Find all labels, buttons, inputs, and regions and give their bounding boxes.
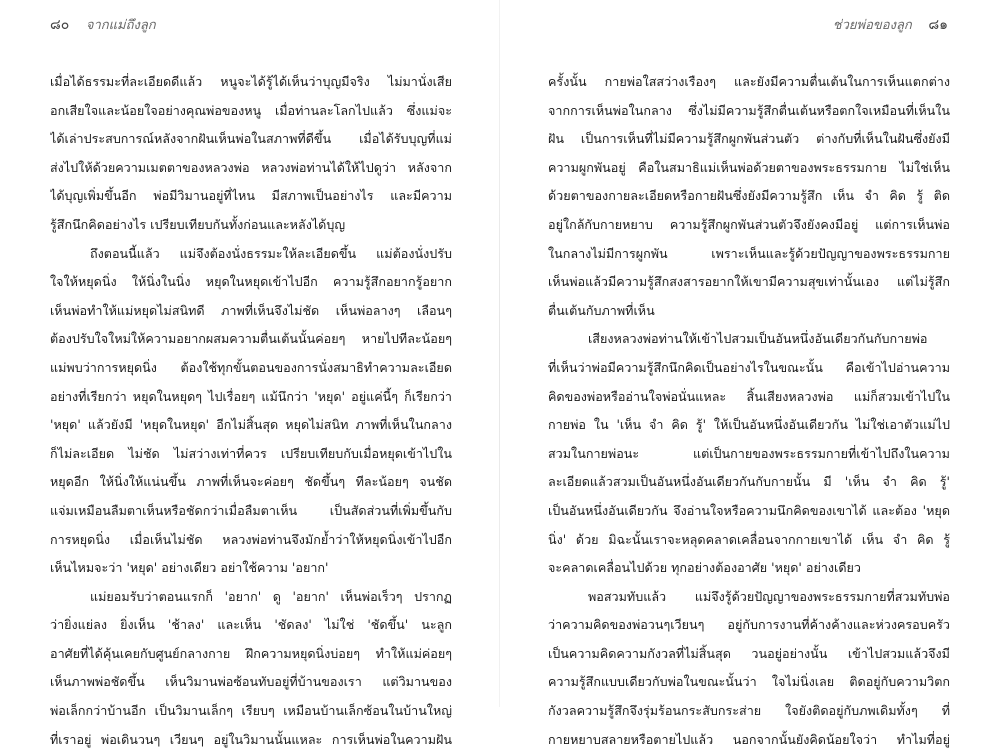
text-line: เป็นความคิดความกังวลที่ไม่สิ้นสุด วนอยู่อย่างนั้น เข้าไปสวมแล้วจึงมี xyxy=(548,645,950,661)
right-running-title: ช่วยพ่อของลูก xyxy=(832,18,912,33)
text-line: อาศัยที่ได้คุ้นเคยกับศูนย์กลางกาย ฝึกความหยุดนิ่งบ่อยๆ ทำให้แม่ค่อยๆ xyxy=(50,645,452,661)
text-line: ต้องปรับใจใหม่ให้ความอยากผสมความตื่นเต้นนั้นค่อยๆ หายไปทีละน้อยๆ xyxy=(50,331,452,347)
text-line: ใจให้หยุดนิ่ง ให้นิ่งในนิ่ง หยุดในหยุดเข้าไปอีก ความรู้สึกอยากรู้อยาก xyxy=(50,274,452,290)
text-line: เห็นพ่อแล้วมีความรู้สึกสงสารอยากให้เขามีความสุขเท่านั้นเอง แต่ไม่รู้สึก xyxy=(548,274,950,290)
text-line: ถึงตอนนี้แล้ว แม่จึงต้องนั่งธรรมะให้ละเอียดขึ้น แม่ต้องนั่งปรับ xyxy=(90,245,452,261)
text-line: ได้บุญเพิ่มขึ้นอีก พ่อมีวิมานอยู่ที่ไหน มีสภาพเป็นอย่างไร และมีความ xyxy=(50,188,452,204)
right-page-body xyxy=(548,68,950,754)
text-line: เห็นไหมจะว่า 'หยุด' อย่างเดียว อย่าใช้ความ 'อยาก' xyxy=(50,560,329,576)
text-line: คิดของพ่อหรืออ่านใจพ่อนั่นแหละ สิ้นเสียงหลวงพ่อ แม่ก็สวมเข้าไปใน xyxy=(548,388,950,404)
text-line: การหยุดนิ่ง เมื่อเห็นไม่ชัด หลวงพ่อท่านจึงมักย้ำว่าให้หยุดนิ่งเข้าไปอีก xyxy=(50,531,452,547)
text-line: เป็นอันหนึ่งอันเดียวกัน จึงอ่านใจหรือความนึกคิดของเขาได้ และต้อง 'หยุด xyxy=(548,502,950,518)
text-line: แจ่มเหมือนลืมตาเห็นหรือชัดกว่าเมื่อลืมตาเห็น เป็นสัดส่วนที่เพิ่มขึ้นกับ xyxy=(50,502,452,518)
text-line: ได้เล่าประสบการณ์หลังจากฝันเห็นพ่อในสภาพที่ดีขึ้น เมื่อได้รับบุญที่แม่ xyxy=(50,131,452,147)
left-page-header xyxy=(50,14,156,36)
text-line: 'หยุด' แล้วยังมี 'หยุดในหยุด' อีกไม่สิ้นสุด หยุดไม่สนิท ภาพที่เห็นในกลาง xyxy=(50,417,452,433)
text-line: พ่อเล็กกว่าบ้านอีก เป็นวิมานเล็กๆ เรียบๆ เหมือนบ้านเล็กซ้อนในบ้านใหญ่ xyxy=(50,703,452,719)
text-line: เสียงหลวงพ่อท่านให้เข้าไปสวมเป็นอันหนึ่งอันเดียวกันกับกายพ่อ xyxy=(588,331,928,347)
text-line: พอสวมทับแล้ว แม่จึงรู้ด้วยปัญญาของพระธรรมกายที่สวมทับพ่อ xyxy=(588,588,950,604)
left-page-body xyxy=(50,68,452,754)
text-line: ว่าความคิดของพ่อวนๆเวียนๆ อยู่กับการงานที่ค้างค้างและห่วงครอบครัว xyxy=(548,617,950,633)
text-line: แม่ยอมรับว่าตอนแรกก็ 'อยาก' ดู 'อยาก' เห็นพ่อเร็วๆ ปรากฏ xyxy=(90,588,452,604)
text-line: กังวลความรู้สึกจึงรุ่มร้อนกระสับกระส่าย ใจยังติดอยู่กับภพเดิมทั้งๆ ที่ xyxy=(548,703,950,719)
text-line: ตื่นเต้นกับภาพที่เห็น xyxy=(548,302,655,318)
text-line: ความผูกพันอยู่ คือในสมาธิแม่เห็นพ่อด้วยตาของพระธรรมกาย ไม่ใช่เห็น xyxy=(548,159,950,175)
text-line: หยุดอีก ให้นิ่งให้แน่นขึ้น ภาพที่เห็นจะค่อยๆ ชัดขึ้นๆ ทีละน้อยๆ จนชัด xyxy=(50,474,452,490)
text-line: ครั้งนั้น กายพ่อใสสว่างเรืองๆ และยังมีความตื่นเต้นในการเห็นแตกต่าง xyxy=(548,74,950,89)
text-line: เมื่อได้ธรรมะที่ละเอียดดีแล้ว หนูจะได้รู้ได้เห็นว่าบุญมีจริง ไม่มานั่งเสีย xyxy=(50,74,452,89)
text-line: รู้สึกนึกคิดอย่างไร เปรียบเทียบกันทั้งก่อนและหลังได้บุญ xyxy=(50,216,346,232)
right-page-number: ๘๑ xyxy=(928,17,948,33)
text-line: จากการเห็นพ่อในกลาง ซึ่งไม่มีความรู้สึกตื่นเต้นหรือตกใจเหมือนที่เห็นใน xyxy=(548,102,950,118)
right-page xyxy=(500,0,1000,747)
text-line: ที่เห็นว่าพ่อมีความรู้สึกนึกคิดเป็นอย่างไรในขณะนั้น คือเข้าไปอ่านความ xyxy=(548,359,950,375)
right-page-header xyxy=(833,14,948,36)
text-line: จะคลาดเคลื่อนไปด้วย ทุกอย่างต้องอาศัย 'หยุด' อย่างเดียว xyxy=(548,560,861,576)
text-line: ฝัน เป็นการเห็นที่ไม่มีความรู้สึกผูกพันส่วนตัว ต่างกับที่เห็นในฝันซึ่งยังมี xyxy=(548,131,950,147)
text-line: ที่เราอยู่ พ่อเดินวนๆ เวียนๆ อยู่ในวิมานนั้นแหละ การเห็นพ่อในความฝัน xyxy=(50,731,452,747)
left-running-title: จากแม่ถึงลูก xyxy=(85,18,156,33)
text-line: นิ่ง' ด้วย มิฉะนั้นเราจะหลุดคลาดเคลื่อนจากกายเขาได้ เห็น จำ คิด รู้ xyxy=(548,531,950,547)
text-line: ความรู้สึกแบบเดียวกับพ่อในขณะนั้นว่า ใจไม่นิ่งเลย ติดอยู่กับความวิตก xyxy=(548,674,950,690)
text-line: อกเสียใจและน้อยใจอย่างคุณพ่อของหนู เมื่อท่านละโลกไปแล้ว ซึ่งแม่จะ xyxy=(50,102,452,118)
text-line: กายพ่อ ใน 'เห็น จำ คิด รู้' ให้เป็นอันหนึ่งอันเดียวกัน ไม่ใช่เอาตัวแม่ไป xyxy=(548,417,950,433)
text-line: ด้วยตาของกายละเอียดหรือกายฝันซึ่งยังมีความรู้สึก เห็น จำ คิด รู้ ติด xyxy=(548,188,950,204)
text-line: สวมในกายพ่อนะ แต่เป็นกายของพระธรรมกายที่เข้าไปถึงในความ xyxy=(548,445,950,461)
text-line: ละเอียดแล้วสวมเป็นอันหนึ่งอันเดียวกันกับกายนั้น มี 'เห็น จำ คิด รู้' xyxy=(548,474,950,490)
text-line: กายหยาบสลายหรือตายไปแล้ว นอกจากนั้นยังคิดน้อยใจว่า ทำไมที่อยู่ xyxy=(548,731,950,747)
text-line: ว่ายิ่งแย่ลง ยิ่งเห็น 'ช้าลง' และเห็น 'ชัดลง' ไม่ใช่ 'ชัดขึ้น' นะลูก xyxy=(50,617,452,633)
text-line: แม่พบว่าการหยุดนิ่ง ต้องใช้ทุกขั้นตอนของการนั่งสมาธิทำความละเอียด xyxy=(50,359,452,375)
text-line: อยู่ใกล้กับกายหยาบ ความรู้สึกผูกพันส่วนตัวจึงยังคงมีอยู่ แต่การเห็นพ่อ xyxy=(548,216,950,232)
text-line: ส่งไปให้ด้วยความเมตตาของหลวงพ่อ หลวงพ่อท่านได้ให้ไปดูว่า หลังจาก xyxy=(50,159,452,175)
text-line: เห็นภาพพ่อชัดขึ้น เห็นวิมานพ่อซ้อนทับอยู่ที่บ้านของเรา แต่วิมานของ xyxy=(50,674,452,690)
text-line: ก็ไม่ละเอียด ไม่ชัด ไม่สว่างเท่าที่ควร เปรียบเทียบกับเมื่อหยุดเข้าไปใน xyxy=(50,445,452,461)
left-page xyxy=(0,0,500,747)
text-line: ในกลางไม่มีการผูกพัน เพราะเห็นและรู้ด้วยปัญญาของพระธรรมกาย xyxy=(548,245,950,261)
text-line: อย่างที่เรียกว่า หยุดในหยุดๆ ไปเรื่อยๆ แม้นึกว่า 'หยุด' อยู่แค่นี้ๆ ก็เรียกว่า xyxy=(50,388,452,404)
text-line: เห็นพ่อทำให้แม่หยุดไม่สนิทดี ภาพที่เห็นจึงไม่ชัด เห็นพ่อลางๆ เลือนๆ xyxy=(50,302,452,318)
left-page-number: ๘๐ xyxy=(50,17,70,33)
